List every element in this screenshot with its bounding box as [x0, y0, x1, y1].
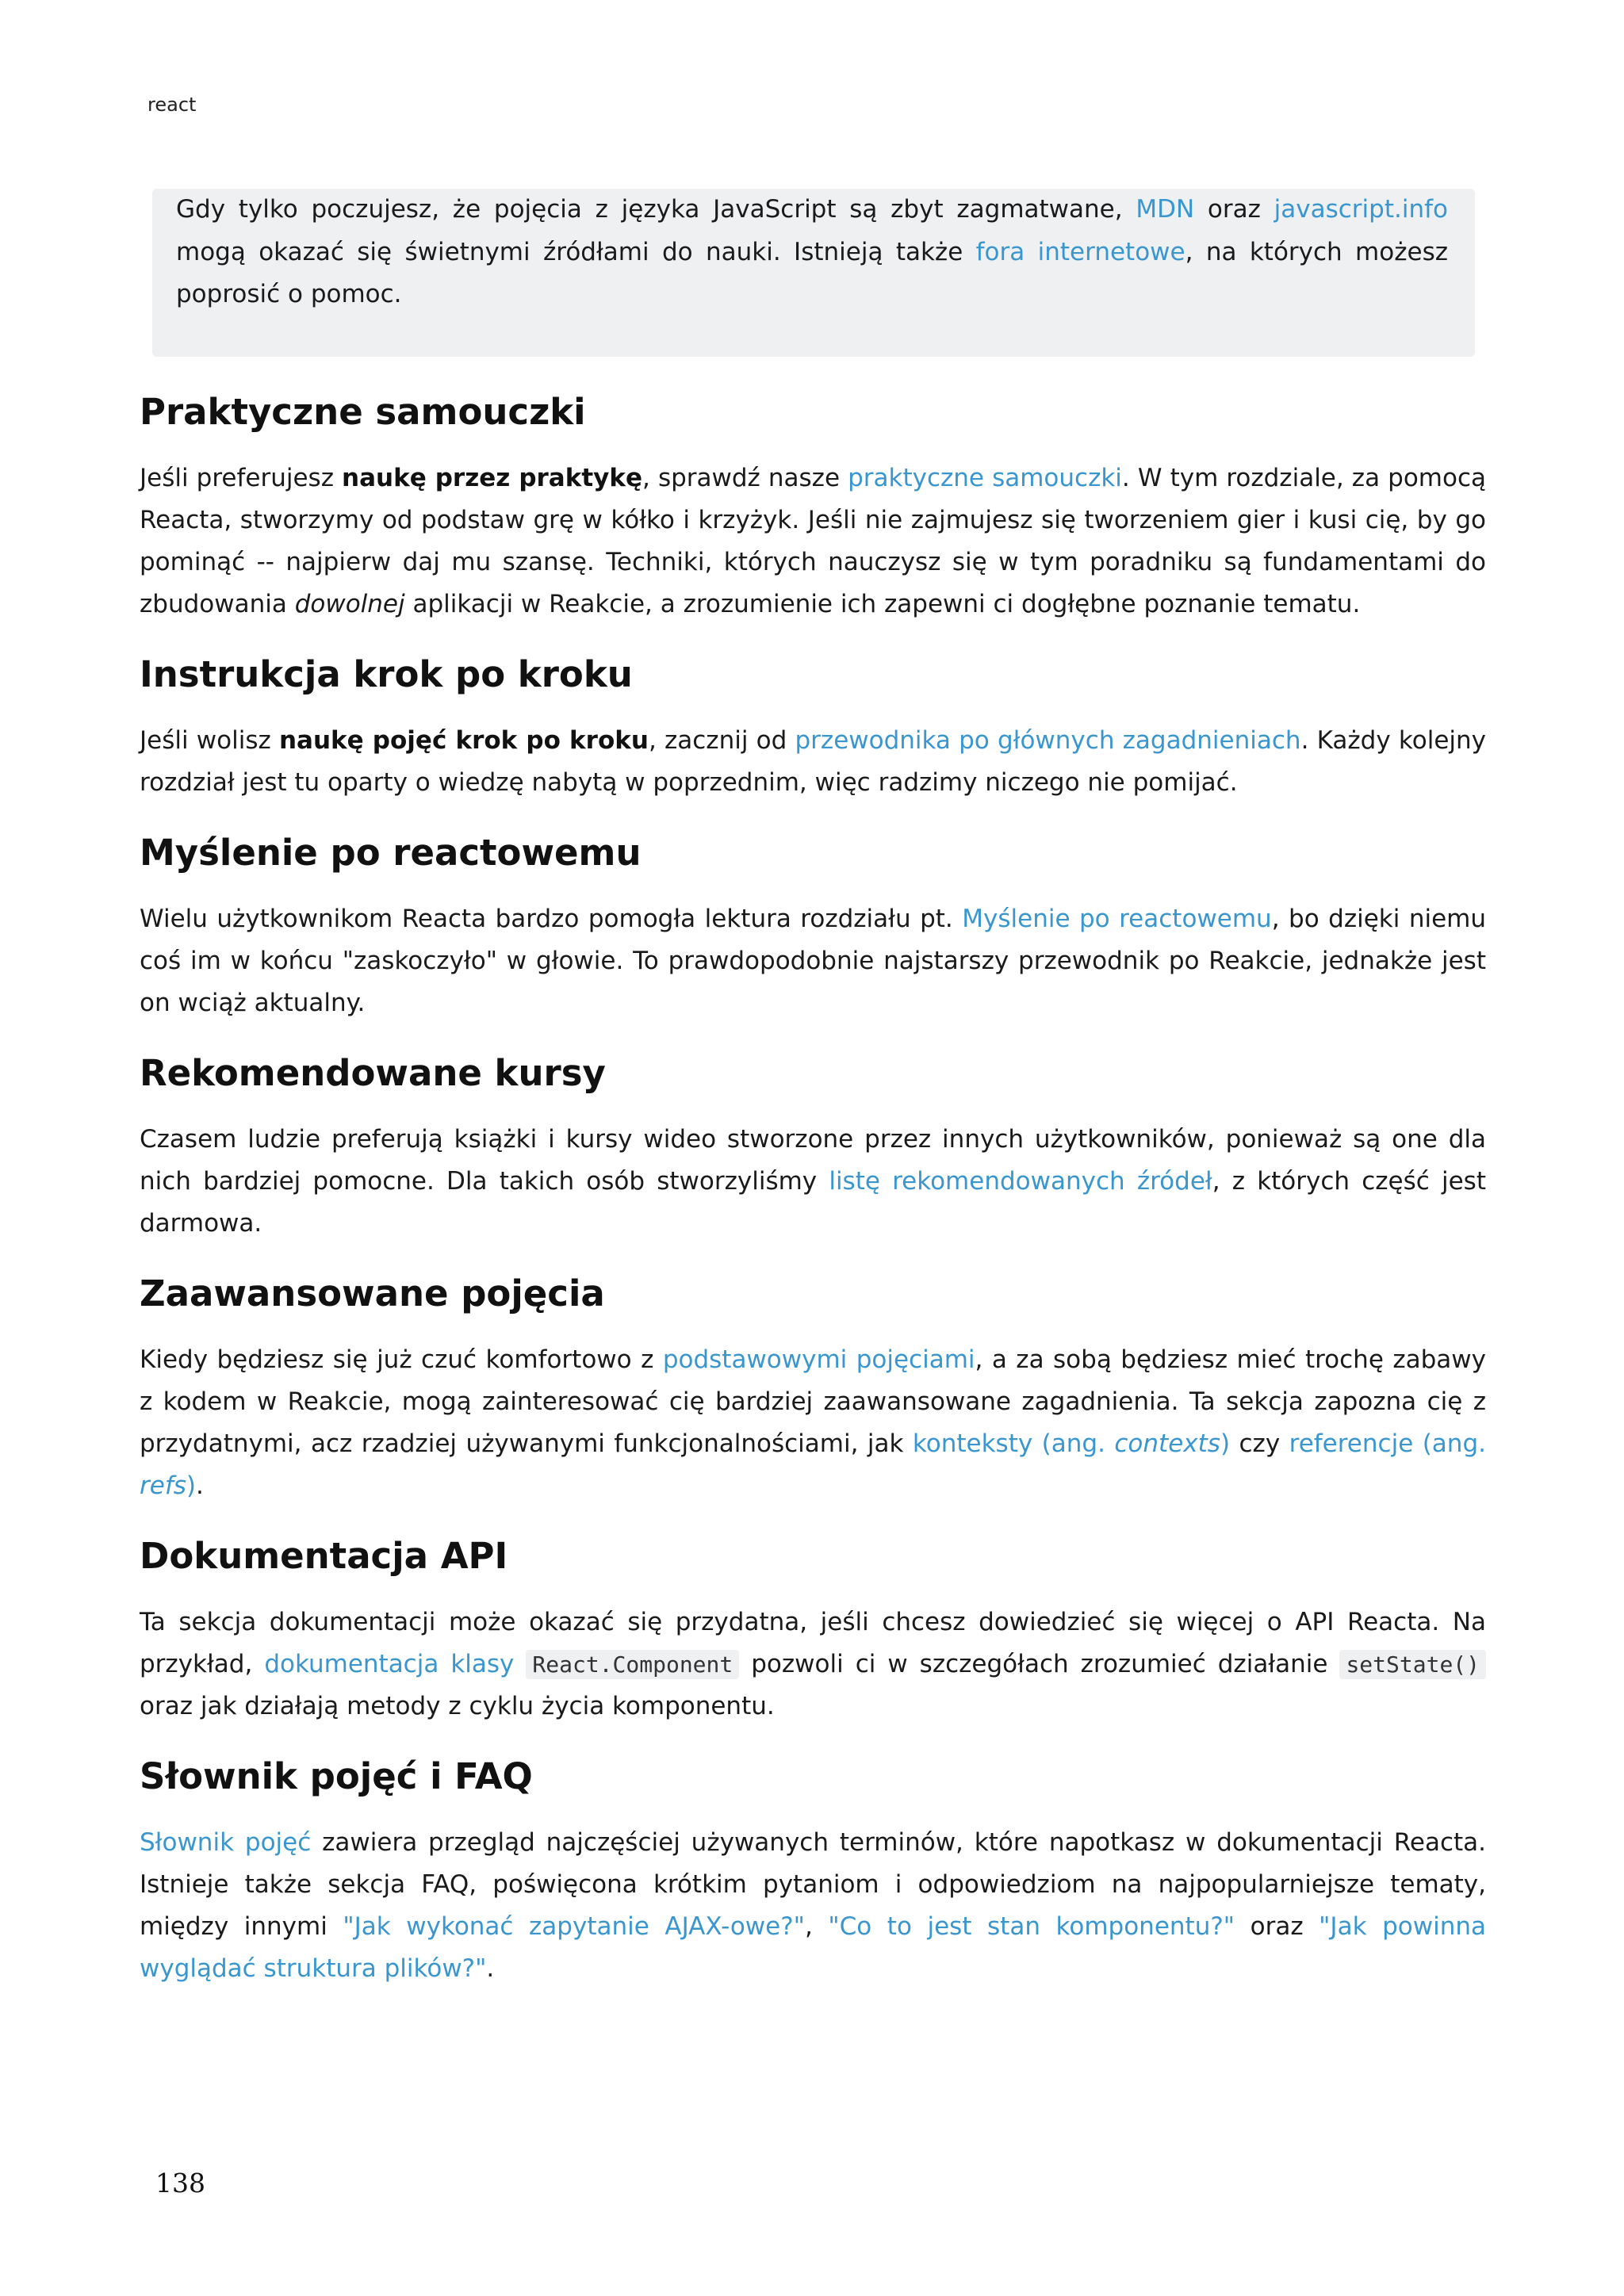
link-dokumentacja-klasy[interactable]: dokumentacja klasy: [264, 1650, 515, 1678]
link-lista-zrodel[interactable]: listę rekomendowanych źródeł: [829, 1167, 1212, 1196]
link-konteksty[interactable]: konteksty (ang. contexts): [912, 1429, 1231, 1458]
section-praktyczne-samouczki: [140, 388, 1486, 626]
link-przewodnik[interactable]: przewodnika po głównych zagadnieniach: [795, 726, 1301, 755]
section-heading: Myślenie po reactowemu: [140, 832, 642, 874]
link-referencje[interactable]: referencje (ang. refs): [140, 1429, 1486, 1500]
note-box: [152, 189, 1475, 357]
link-faq-struktura[interactable]: "Jak powinna wyglądać struktura plików?": [140, 1912, 1486, 1983]
section-heading: Praktyczne samouczki: [140, 391, 586, 433]
section-paragraph: Słownik pojęć zawiera przegląd najczęściej używanych terminów, które napotkasz w dokumentacji Reacta. Istnieje także sekcja FAQ, poświęcona krótkim pytaniom i odpowiedziom na najpopularniejsze tematy, między innymi "Jak wykonać zapytanie AJAX-owe?", "Co to jest stan komponentu?" oraz "Jak powinna wyglądać struktura plików?".: [140, 1828, 1486, 1983]
link-praktyczne-samouczki[interactable]: praktyczne samouczki: [848, 464, 1122, 492]
code-react-component: React.Component: [526, 1650, 739, 1679]
section-zaawansowane-pojecia: [140, 1270, 1486, 1507]
code-setstate: setState(): [1339, 1650, 1486, 1679]
section-paragraph: Ta sekcja dokumentacji może okazać się przydatna, jeśli chcesz dowiedzieć się więcej o API Reacta. Na przykład, dokumentacja klasy React.Component pozwoli ci w szczegółach zrozumieć działanie setState() oraz jak działają metody z cyklu życia komponentu.: [140, 1608, 1486, 1720]
link-fora-internetowe[interactable]: fora internetowe: [975, 237, 1185, 266]
main-content: [140, 388, 1486, 2015]
section-heading: Słownik pojęć i FAQ: [140, 1755, 533, 1797]
running-header: react: [147, 94, 197, 116]
section-myslenie-po-reactowemu: [140, 829, 1486, 1024]
link-slownik-pojec[interactable]: Słownik pojęć: [140, 1828, 312, 1857]
note-text: Gdy tylko poczujesz, że pojęcia z języka JavaScript są zbyt zagmatwane, MDN oraz javascript.info mogą okazać się świetnymi źródłami do nauki. Istnieją także fora internetowe, na których możesz poprosić o pomoc.: [176, 195, 1448, 308]
link-myslenie-po-reactowemu[interactable]: Myślenie po reactowemu: [962, 905, 1272, 933]
section-paragraph: Jeśli wolisz naukę pojęć krok po kroku, zacznij od przewodnika po głównych zagadnieniach. Każdy kolejny rozdział jest tu oparty o wiedzę nabytą w poprzednim, więc radzimy niczego nie pomijać.: [140, 726, 1487, 797]
link-faq-ajax[interactable]: "Jak wykonać zapytanie AJAX-owe?": [343, 1912, 805, 1941]
section-dokumentacja-api: [140, 1533, 1486, 1728]
section-paragraph: Czasem ludzie preferują książki i kursy wideo stworzone przez innych użytkowników, ponieważ są one dla nich bardziej pomocne. Dla takich osób stworzyliśmy listę rekomendowanych źródeł, z których część jest darmowa.: [140, 1125, 1486, 1238]
link-faq-stan[interactable]: "Co to jest stan komponentu?": [828, 1912, 1235, 1941]
link-podstawowe-pojecia[interactable]: podstawowymi pojęciami: [662, 1345, 975, 1374]
section-heading: Rekomendowane kursy: [140, 1052, 606, 1094]
page-number: 138: [155, 2168, 205, 2198]
section-heading: Zaawansowane pojęcia: [140, 1272, 605, 1314]
link-mdn[interactable]: MDN: [1136, 195, 1195, 224]
link-javascript-info[interactable]: javascript.info: [1274, 195, 1448, 224]
section-heading: Instrukcja krok po kroku: [140, 653, 633, 695]
section-paragraph: Jeśli preferujesz naukę przez praktykę, sprawdź nasze praktyczne samouczki. W tym rozdziale, za pomocą Reacta, stworzymy od podstaw grę w kółko i krzyżyk. Jeśli nie zajmujesz się tworzeniem gier i kusi cię, by go pominąć -- najpierw daj mu szansę. Techniki, których nauczysz się w tym poradniku są fundamentami do zbudowania dowolnej aplikacji w Reakcie, a zrozumienie ich zapewni ci dogłębne poznanie tematu.: [140, 464, 1486, 618]
section-rekomendowane-kursy: [140, 1050, 1486, 1245]
section-slownik-i-faq: [140, 1753, 1486, 1990]
section-heading: Dokumentacja API: [140, 1535, 508, 1577]
section-paragraph: Wielu użytkownikom Reacta bardzo pomogła lektura rozdziału pt. Myślenie po reactowemu, bo dzięki niemu coś im w końcu "zaskoczyło" w głowie. To prawdopodobnie najstarszy przewodnik po Reakcie, jednakże jest on wciąż aktualny.: [140, 905, 1487, 1017]
section-instrukcja-krok-po-kroku: [140, 651, 1486, 804]
section-paragraph: Kiedy będziesz się już czuć komfortowo z podstawowymi pojęciami, a za sobą będziesz mieć trochę zabawy z kodem w Reakcie, mogą zainteresować cię bardziej zaawansowane zagadnienia. Ta sekcja zapozna cię z przydatnymi, acz rzadziej używanymi funkcjonalnościami, jak konteksty (ang. contexts) czy referencje (ang. refs).: [140, 1345, 1486, 1500]
